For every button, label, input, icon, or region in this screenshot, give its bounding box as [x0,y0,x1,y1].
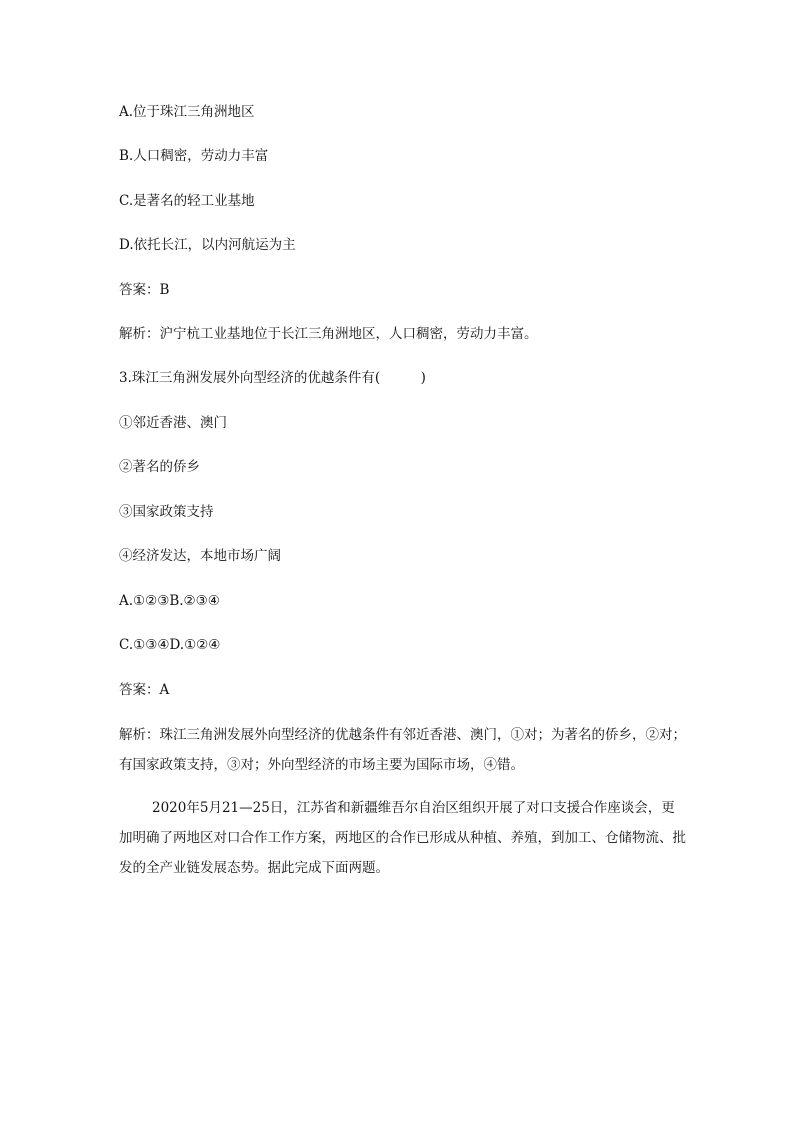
q3-statement-4: ④经济发达，本地市场广阔 [119,548,281,564]
q2-analysis: 解析：沪宁杭工业基地位于长江三角洲地区，人口稠密，劳动力丰富。 [119,326,538,342]
q3-choices-cd: C.①③④D.①②④ [119,637,221,653]
q3-statement-3: ③国家政策支持 [119,504,214,520]
q3-statement-2: ②著名的侨乡 [119,459,200,475]
q2-option-c: C.是著名的轻工业基地 [119,193,255,209]
q2-answer: 答案：B [119,282,170,298]
q2-option-a: A.位于珠江三角洲地区 [119,104,255,120]
q3-answer: 答案：A [119,682,170,698]
q2-option-d: D.依托长江，以内河航运为主 [119,237,296,253]
q3-choices-ab: A.①②③B.②③④ [119,593,220,609]
q3-statement-1: ①邻近香港、澳门 [119,415,227,431]
q2-option-b: B.人口稠密，劳动力丰富 [119,148,269,164]
q3-analysis: 解析：珠江三角洲发展外向型经济的优越条件有邻近香港、澳门，①对；为著名的侨乡，②对；有国家政策支持，③对；外向型经济的市场主要为国际市场，④错。 [119,727,686,773]
q3-stem: 3.珠江三角洲发展外向型经济的优越条件有( ) [119,370,426,386]
passage-text: 2020年5月21—25日，江苏省和新疆维吾尔自治区组织开展了对口支援合作座谈会，更加明确了两地区对口合作工作方案，两地区的合作已形成从种植、养殖，到加工、仓储物流、批发的全产业链发展态势。据此完成下面两题。 [119,800,686,876]
